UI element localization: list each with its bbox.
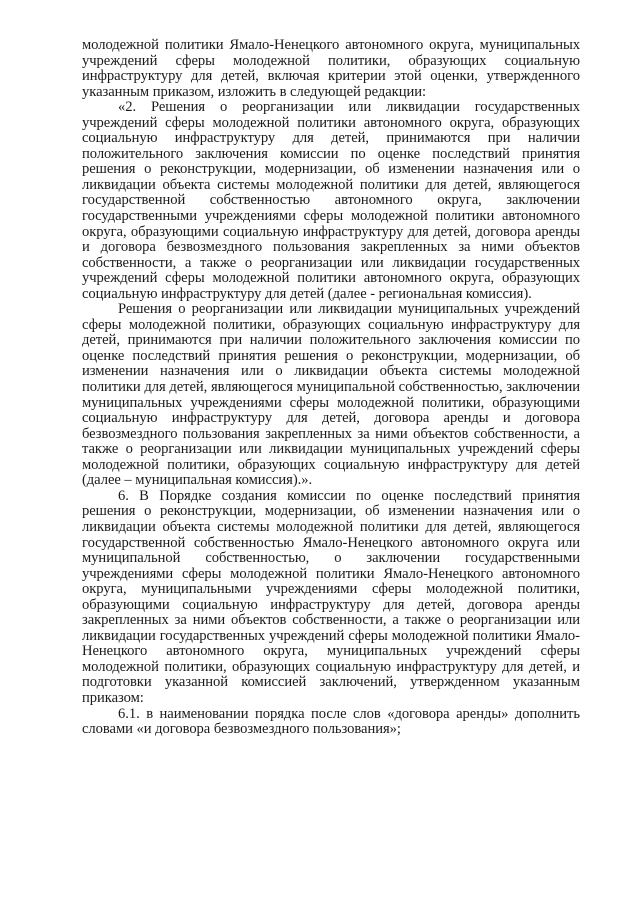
document-body [82,38,580,738]
paragraph-item-6-1: 6.1. в наименовании порядка после слов «договора аренды» дополнить словами «и договора безвозмездного пользования»; [82,705,580,738]
paragraph-municipal-commission: Решения о реорганизации или ликвидации муниципальных учреждений сферы молодежной политики, образующих социальную инфраструктуру для детей, принимаются при наличии положительного заключения комиссии по оценке последствий принятия решения о реконструкции, модернизации, об изменении назначения или о ликвидации объекта системы молодежной политики для детей, являющегося муниципальной собственностью, заключении муниципальных учреждениями сферы молодежной политики, образующими социальную инфраструктуру для детей, договора аренды и договора безвозмездного пользования закрепленных за ними объектов собственности, а также о реорганизации или ликвидации муниципальных учреждений сферы молодежной политики, образующих социальную инфраструктуру для детей (далее – муниципальная комиссия).». [82,301,580,489]
paragraph-item-6: 6. В Порядке создания комиссии по оценке последствий принятия решения о реконструкции, модернизации, об изменении назначения или о ликвидации объекта системы молодежной политики для детей, являющегося государственной собственностью Ямало-Ненецкого автономного округа или муниципальной собственностью, о заключении государственными учреждениями сферы молодежной политики Ямало-Ненецкого автономного округа, муниципальными учреждениями сферы молодежной политики, образующими социальную инфраструктуру для детей, договора аренды закрепленных за ними объектов собственности, а также о реорганизации или ликвидации государственных учреждений сферы молодежной политики Ямало-Ненецкого автономного округа, муниципальных учреждений сферы молодежной политики, образующих социальную инфраструктуру для детей, и подготовки указанной комиссией заключений, утвержденном указанным приказом: [82,487,580,706]
paragraph-continuation: молодежной политики Ямало-Ненецкого автономного округа, муниципальных учреждений сферы молодежной политики, образующих социальную инфраструктуру для детей, включая критерии этой оценки, утвержденного указанным приказом, изложить в следующей редакции: [82,37,580,100]
paragraph-regional-commission: «2. Решения о реорганизации или ликвидации государственных учреждений сферы молодежной политики автономного округа, образующих социальную инфраструктуру для детей, принимаются при наличии положительного заключения комиссии по оценке последствий принятия решения о реконструкции, модернизации, об изменении назначения или о ликвидации объекта системы молодежной политики для детей, являющегося государственной собственностью автономного округа, заключении государственными учреждениями сферы молодежной политики автономного округа, образующими социальную инфраструктуру для детей, договора аренды и договора безвозмездного пользования закрепленных за ними объектов собственности, а также о реорганизации или ликвидации государственных учреждений сферы молодежной политики автономного округа, образующих социальную инфраструктуру для детей (далее - региональная комиссия). [82,99,580,302]
